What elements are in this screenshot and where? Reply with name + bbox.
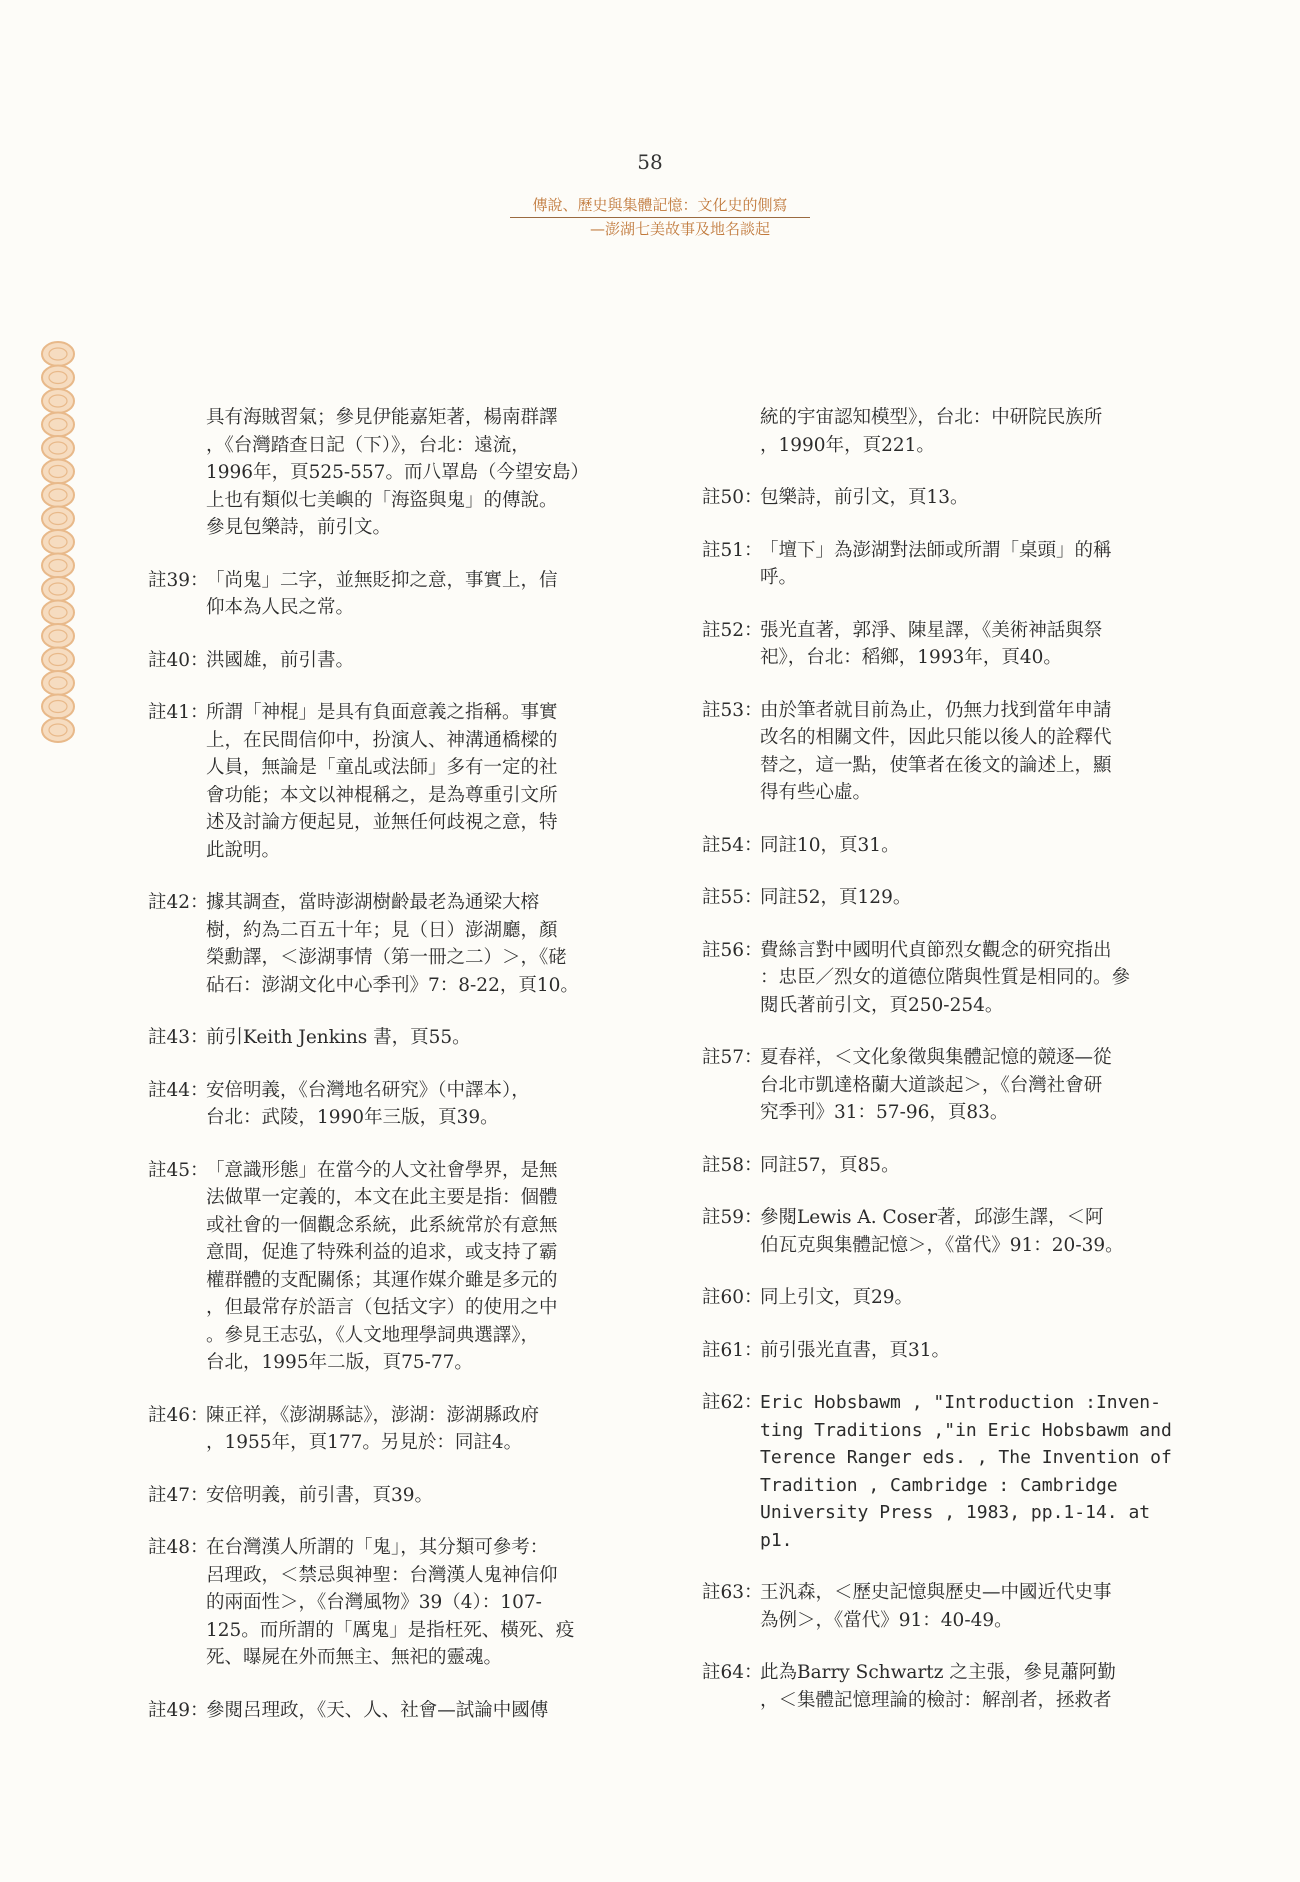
footnote-label: 註62： xyxy=(702,1392,763,1413)
footnote xyxy=(148,1697,618,1725)
footnote-text: 前引Keith Jenkins 書，頁55。 xyxy=(206,1027,471,1048)
footnote xyxy=(702,1204,1182,1259)
footnote-label: 註42： xyxy=(148,892,209,913)
footnote-text: 夏春祥，＜文化象徵與集體記憶的競逐—從 台北市凱達格蘭大道談起＞，《台灣社會研 究季刊》31：57-96，頁83。 xyxy=(760,1047,1112,1123)
footnote-text: 安倍明義，《台灣地名研究》（中譯本）， 台北：武陵，1990年三版，頁39。 xyxy=(206,1079,530,1128)
footnote-continuation xyxy=(148,404,618,542)
footnote xyxy=(702,884,1182,912)
footnote-label: 註61： xyxy=(702,1339,763,1361)
footnote xyxy=(148,889,618,999)
footnote-text: 同註57，頁85。 xyxy=(760,1154,900,1176)
footnote-label: 註64： xyxy=(702,1662,763,1683)
footnote xyxy=(148,567,618,622)
footnote-text: 具有海賊習氣；參見伊能嘉矩著，楊南群譯 ，《台灣踏查日記（下）》，台北：遠流， 1996年，頁525-557。而八罩島（今望安島） 上也有類似七美嶼的「海盜與鬼」的傳說。 參見包樂詩，前引文。 xyxy=(206,407,589,538)
footnote-text: 所謂「神棍」是具有負面意義之指稱。事實 上，在民間信仰中，扮演人、神溝通橋樑的 人員，無論是「童乩或法師」多有一定的社 會功能；本文以神棍稱之，是為尊重引文所 述及討論方便起見，並無任何歧視之意，特 此說明。 xyxy=(206,702,558,861)
footnote xyxy=(148,647,618,675)
footnote xyxy=(702,1152,1182,1180)
footnotes-right-column xyxy=(702,404,1182,1739)
footnote-label: 註49： xyxy=(148,1699,209,1721)
footnote-text: 陳正祥，《澎湖縣誌》，澎湖：澎湖縣政府 ，1955年，頁177。另見於：同註4。 xyxy=(206,1404,540,1453)
footnote-label: 註46： xyxy=(148,1404,209,1426)
footnote-label: 註45： xyxy=(148,1159,209,1181)
footnote-text: 「尚鬼」二字，並無貶抑之意，事實上，信 仰本為人民之常。 xyxy=(206,569,558,618)
footnote-label: 註60： xyxy=(702,1287,763,1308)
footnote-text: 由於筆者就目前為止，仍無力找到當年申請 改名的相關文件，因此只能以後人的詮釋代 替之，這一點，使筆者在後文的論述上，顯 得有些心虛。 xyxy=(760,699,1112,803)
footnote-label: 註51： xyxy=(702,539,763,561)
footnote-label: 註43： xyxy=(148,1027,209,1048)
running-head-subtitle: —澎湖七美故事及地名談起 xyxy=(589,220,770,238)
footnote-label: 註57： xyxy=(702,1047,763,1068)
footnote xyxy=(148,699,618,864)
footnote-continuation xyxy=(702,404,1182,459)
footnote xyxy=(702,1337,1182,1365)
footnote xyxy=(148,1482,618,1510)
footnote-text: 安倍明義，前引書，頁39。 xyxy=(206,1484,434,1506)
footnote-label: 註63： xyxy=(702,1582,763,1603)
footnote xyxy=(702,832,1182,860)
footnote-label: 註54： xyxy=(702,834,763,856)
footnote-text: 此為Barry Schwartz 之主張，參見蕭阿勤 ，＜集體記憶理論的檢討：解剖者，拯救者 xyxy=(760,1662,1116,1711)
footnote xyxy=(148,1024,618,1052)
footnotes-left-column xyxy=(148,404,618,1749)
footnote xyxy=(702,1284,1182,1312)
footnote xyxy=(148,1534,618,1672)
running-head xyxy=(510,194,810,240)
footnote-text: 參閱Lewis A. Coser著，邱澎生譯，＜阿 伯瓦克與集體記憶＞，《當代》91：20-39。 xyxy=(760,1207,1124,1256)
footnote xyxy=(702,937,1182,1020)
footnote xyxy=(148,1402,618,1457)
footnote xyxy=(702,1659,1182,1714)
footnote-label: 註58： xyxy=(702,1154,763,1176)
footnote-text: 「壇下」為澎湖對法師或所謂「桌頭」的稱 呼。 xyxy=(760,539,1112,588)
footnote xyxy=(148,1157,618,1377)
footnote xyxy=(702,1579,1182,1634)
footnote-text: 同註10，頁31。 xyxy=(760,834,900,856)
footnote-label: 註41： xyxy=(148,702,209,723)
footnote xyxy=(148,1077,618,1132)
footnote-label: 註56： xyxy=(702,939,763,961)
footnote xyxy=(702,1044,1182,1127)
footnote-label: 註53： xyxy=(702,699,763,721)
footnote-label: 註44： xyxy=(148,1079,209,1101)
footnote-text: 洪國雄，前引書。 xyxy=(206,649,355,671)
footnote-text: 在台灣漢人所謂的「鬼」，其分類可參考： 呂理政，＜禁忌與神聖：台灣漢人鬼神信仰 的兩面性＞，《台灣風物》39（4）：107- 125。而所謂的「厲鬼」是指枉死、橫死、疫 死、曝屍在外而無主、無祀的靈魂。 xyxy=(206,1537,575,1668)
footnote-label: 註59： xyxy=(702,1207,763,1228)
footnote-text: 王汎森，＜歷史記憶與歷史—中國近代史事 為例＞，《當代》91：40-49。 xyxy=(760,1582,1112,1631)
footnote-text: 張光直著，郭淨、陳星譯，《美術神話與祭 祀》，台北：稻鄉，1993年，頁40。 xyxy=(760,619,1103,668)
decorative-oval-chain-icon xyxy=(38,340,78,760)
footnote-text: 據其調查，當時澎湖樹齡最老為通梁大榕 樹，約為二百五十年；見（日）澎湖廳，顏 榮勳譯，＜澎湖事情（第一冊之二）＞，《硓 砧石：澎湖文化中心季刊》7：8-22，頁10。 xyxy=(206,892,579,996)
footnote-text: 同上引文，頁29。 xyxy=(760,1287,914,1308)
footnote xyxy=(702,537,1182,592)
footnote-text: 參閱呂理政，《天、人、社會—試論中國傳 xyxy=(206,1699,549,1721)
running-head-title: 傳說、歷史與集體記憶：文化史的側寫 xyxy=(510,194,810,218)
footnote xyxy=(702,617,1182,672)
footnote-text: Eric Hobsbawm , "Introduction :Inven- ting Traditions ,"in Eric Hobsbawm and Terence Ranger eds. , The Invention of Tradition , Cambridge : Cambridge University Press , 1983, pp.1-14. at p1. xyxy=(760,1392,1172,1551)
footnote-label: 註52： xyxy=(702,619,763,641)
footnote xyxy=(702,484,1182,512)
footnote-text: 包樂詩，前引文，頁13。 xyxy=(760,487,969,508)
footnote xyxy=(702,1389,1182,1554)
footnote-text: 同註52，頁129。 xyxy=(760,887,912,908)
footnote-label: 註40： xyxy=(148,649,209,671)
footnote-text: 費絲言對中國明代貞節烈女觀念的研究指出 ：忠臣／烈女的道德位階與性質是相同的。參 閱氏著前引文，頁250-254。 xyxy=(760,939,1131,1016)
footnote-label: 註48： xyxy=(148,1537,209,1558)
footnote-label: 註55： xyxy=(702,887,763,908)
page-number: 58 xyxy=(637,150,663,174)
footnote-label: 註50： xyxy=(702,487,763,508)
footnote-text: 統的宇宙認知模型》，台北：中研院民族所 ，1990年，頁221。 xyxy=(760,407,1103,456)
footnote-text: 「意識形態」在當今的人文社會學界，是無 法做單一定義的，本文在此主要是指：個體 或社會的一個觀念系統，此系統常於有意無 意間，促進了特殊利益的追求，或支持了霸 權群體的支配關係；其運作媒介雖是多元的 ，但最常存於語言（包括文字）的使用之中 。參見王志弘，《人文地理學詞典選譯》， 台北，1995年二版，頁75-77。 xyxy=(206,1159,558,1373)
footnote-text: 前引張光直書，頁31。 xyxy=(760,1339,951,1361)
footnote-label: 註47： xyxy=(148,1484,209,1506)
footnote xyxy=(702,697,1182,807)
footnote-label: 註39： xyxy=(148,569,209,591)
